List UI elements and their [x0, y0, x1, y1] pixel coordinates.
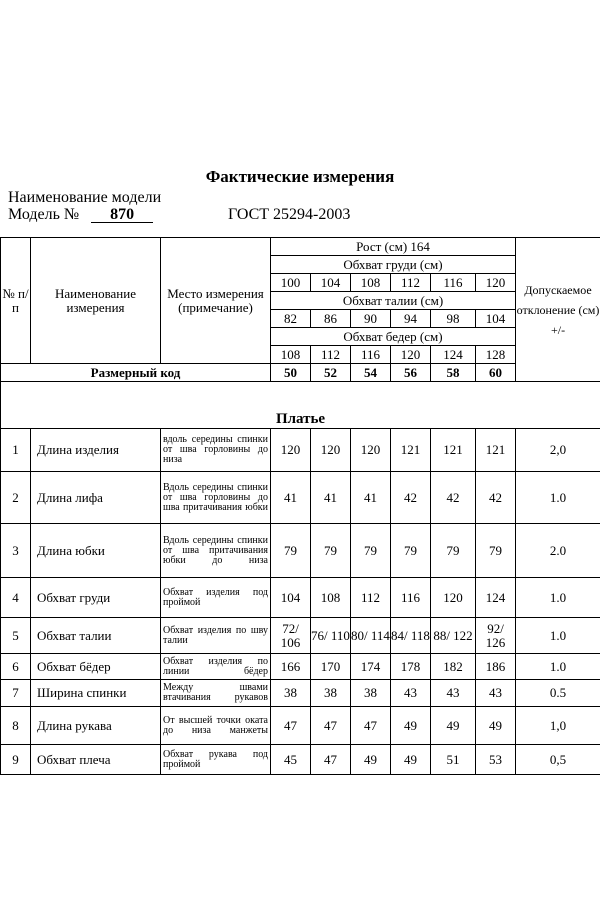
- table-row: [1, 429, 600, 472]
- header-name: Наименование измерения: [31, 238, 161, 364]
- measurement-value: 51: [431, 745, 476, 775]
- measurement-value: 79: [311, 524, 351, 578]
- measurement-place: Обхват изделия по шву талии: [161, 618, 271, 654]
- measurement-value: 80/ 114: [351, 618, 391, 654]
- size-code-label: Размерный код: [1, 364, 271, 382]
- hips-size-cell: 128: [476, 346, 516, 364]
- measurement-place: Обхват изделия под проймой: [161, 578, 271, 618]
- waist-size-cell: 104: [476, 310, 516, 328]
- tolerance-value: 1.0: [516, 654, 600, 680]
- measurement-value: 41: [271, 472, 311, 524]
- table-row: [1, 472, 600, 524]
- model-number: 870: [91, 207, 153, 223]
- measurement-name: Обхват бёдер: [31, 654, 161, 680]
- measurement-place: вдоль середины спинки от шва горловины до низа: [161, 429, 271, 472]
- measurement-place: Между швами втачивания рукавов: [161, 680, 271, 707]
- measurement-value: 79: [391, 524, 431, 578]
- measurement-value: 124: [476, 578, 516, 618]
- chest-size-cell: 104: [311, 274, 351, 292]
- measurement-value: 120: [351, 429, 391, 472]
- tolerance-value: 1,0: [516, 707, 600, 745]
- measurement-value: 49: [391, 707, 431, 745]
- size-code-cell: 60: [476, 364, 516, 382]
- measurement-value: 79: [271, 524, 311, 578]
- header-height: Рост (см) 164: [271, 238, 516, 256]
- measurement-value: 120: [311, 429, 351, 472]
- chest-size-cell: 100: [271, 274, 311, 292]
- measurement-value: 112: [351, 578, 391, 618]
- table-row: [1, 618, 600, 654]
- chest-size-cell: 120: [476, 274, 516, 292]
- chest-size-cell: 112: [391, 274, 431, 292]
- tolerance-value: 0,5: [516, 745, 600, 775]
- tolerance-value: 1.0: [516, 578, 600, 618]
- measurement-value: 186: [476, 654, 516, 680]
- chest-size-cell: 108: [351, 274, 391, 292]
- size-code-cell: 54: [351, 364, 391, 382]
- measurement-name: Ширина спинки: [31, 680, 161, 707]
- tolerance-value: 1.0: [516, 472, 600, 524]
- measurement-value: 43: [476, 680, 516, 707]
- tolerance-value: 1.0: [516, 618, 600, 654]
- measurement-value: 53: [476, 745, 516, 775]
- hips-size-cell: 112: [311, 346, 351, 364]
- measurement-place: Вдоль середины спинки от шва горловины до шва притачивания юбки: [161, 472, 271, 524]
- measurement-value: 182: [431, 654, 476, 680]
- table-row: [1, 524, 600, 578]
- hips-size-cell: 120: [391, 346, 431, 364]
- measurement-value: 116: [391, 578, 431, 618]
- measurement-value: 41: [311, 472, 351, 524]
- measurement-name: Длина юбки: [31, 524, 161, 578]
- measurement-value: 174: [351, 654, 391, 680]
- measurement-value: 47: [271, 707, 311, 745]
- measurement-value: 121: [431, 429, 476, 472]
- waist-size-cell: 82: [271, 310, 311, 328]
- measurement-value: 41: [351, 472, 391, 524]
- measurement-value: 104: [271, 578, 311, 618]
- measurement-value: 120: [271, 429, 311, 472]
- measurement-value: 49: [391, 745, 431, 775]
- hips-size-cell: 116: [351, 346, 391, 364]
- chest-size-cell: 116: [431, 274, 476, 292]
- measurement-value: 120: [431, 578, 476, 618]
- header-hips-label: Обхват бедер (см): [271, 328, 516, 346]
- measurement-value: 178: [391, 654, 431, 680]
- size-code-cell: 50: [271, 364, 311, 382]
- measurement-value: 79: [351, 524, 391, 578]
- row-number: 5: [1, 618, 31, 654]
- measurement-name: Длина лифа: [31, 472, 161, 524]
- measurements-table: [0, 237, 600, 775]
- model-line: [8, 206, 351, 224]
- model-label: Модель №: [8, 206, 80, 223]
- row-number: 1: [1, 429, 31, 472]
- table-row: [1, 745, 600, 775]
- gost-standard: ГОСТ 25294-2003: [228, 206, 351, 223]
- measurement-value: 38: [271, 680, 311, 707]
- page-title: Фактические измерения: [205, 167, 395, 186]
- measurement-value: 92/ 126: [476, 618, 516, 654]
- header-place: Место измерения (примечание): [161, 238, 271, 364]
- measurement-value: 42: [476, 472, 516, 524]
- model-name-label: Наименование модели: [8, 189, 162, 206]
- measurement-place: От высшей точки оката до низа манжеты: [161, 707, 271, 745]
- table-row: [1, 654, 600, 680]
- waist-size-cell: 86: [311, 310, 351, 328]
- measurement-value: 49: [351, 745, 391, 775]
- measurement-place: Обхват рукава под проймой: [161, 745, 271, 775]
- waist-size-cell: 94: [391, 310, 431, 328]
- measurement-name: Длина изделия: [31, 429, 161, 472]
- measurement-value: 84/ 118: [391, 618, 431, 654]
- row-number: 7: [1, 680, 31, 707]
- measurement-value: 76/ 110: [311, 618, 351, 654]
- table-row: [1, 707, 600, 745]
- measurement-value: 108: [311, 578, 351, 618]
- measurement-value: 38: [351, 680, 391, 707]
- row-number: 2: [1, 472, 31, 524]
- measurement-name: Обхват груди: [31, 578, 161, 618]
- hips-size-cell: 124: [431, 346, 476, 364]
- measurement-value: 49: [431, 707, 476, 745]
- measurement-value: 45: [271, 745, 311, 775]
- measurement-value: 38: [311, 680, 351, 707]
- measurement-name: Обхват плеча: [31, 745, 161, 775]
- measurement-value: 47: [311, 707, 351, 745]
- row-number: 4: [1, 578, 31, 618]
- measurement-value: 88/ 122: [431, 618, 476, 654]
- row-number: 9: [1, 745, 31, 775]
- measurement-value: 121: [391, 429, 431, 472]
- size-code-cell: 58: [431, 364, 476, 382]
- size-code-cell: 56: [391, 364, 431, 382]
- tolerance-value: 2,0: [516, 429, 600, 472]
- measurement-value: 49: [476, 707, 516, 745]
- section-title: Платье: [1, 382, 600, 429]
- measurement-value: 43: [391, 680, 431, 707]
- size-code-cell: 52: [311, 364, 351, 382]
- measurement-value: 79: [431, 524, 476, 578]
- header-num: № п/ п: [1, 238, 31, 364]
- measurement-value: 79: [476, 524, 516, 578]
- measurement-place: Вдоль середины спинки от шва притачивания юбки до низа: [161, 524, 271, 578]
- row-number: 6: [1, 654, 31, 680]
- table-row: [1, 578, 600, 618]
- measurement-value: 121: [476, 429, 516, 472]
- header-chest-label: Обхват груди (см): [271, 256, 516, 274]
- measurement-place: Обхват изделия по линии бёдер: [161, 654, 271, 680]
- tolerance-value: 2.0: [516, 524, 600, 578]
- measurement-value: 43: [431, 680, 476, 707]
- header-tolerance: Допускаемое отклонение (см) +/-: [516, 238, 600, 382]
- measurement-name: Длина рукава: [31, 707, 161, 745]
- measurement-value: 170: [311, 654, 351, 680]
- measurement-value: 166: [271, 654, 311, 680]
- measurement-name: Обхват талии: [31, 618, 161, 654]
- measurement-value: 72/ 106: [271, 618, 311, 654]
- header-waist-label: Обхват талии (см): [271, 292, 516, 310]
- row-number: 3: [1, 524, 31, 578]
- measurement-value: 42: [431, 472, 476, 524]
- waist-size-cell: 98: [431, 310, 476, 328]
- table-row: [1, 680, 600, 707]
- measurement-value: 47: [351, 707, 391, 745]
- hips-size-cell: 108: [271, 346, 311, 364]
- tolerance-value: 0.5: [516, 680, 600, 707]
- measurement-value: 47: [311, 745, 351, 775]
- row-number: 8: [1, 707, 31, 745]
- waist-size-cell: 90: [351, 310, 391, 328]
- measurement-value: 42: [391, 472, 431, 524]
